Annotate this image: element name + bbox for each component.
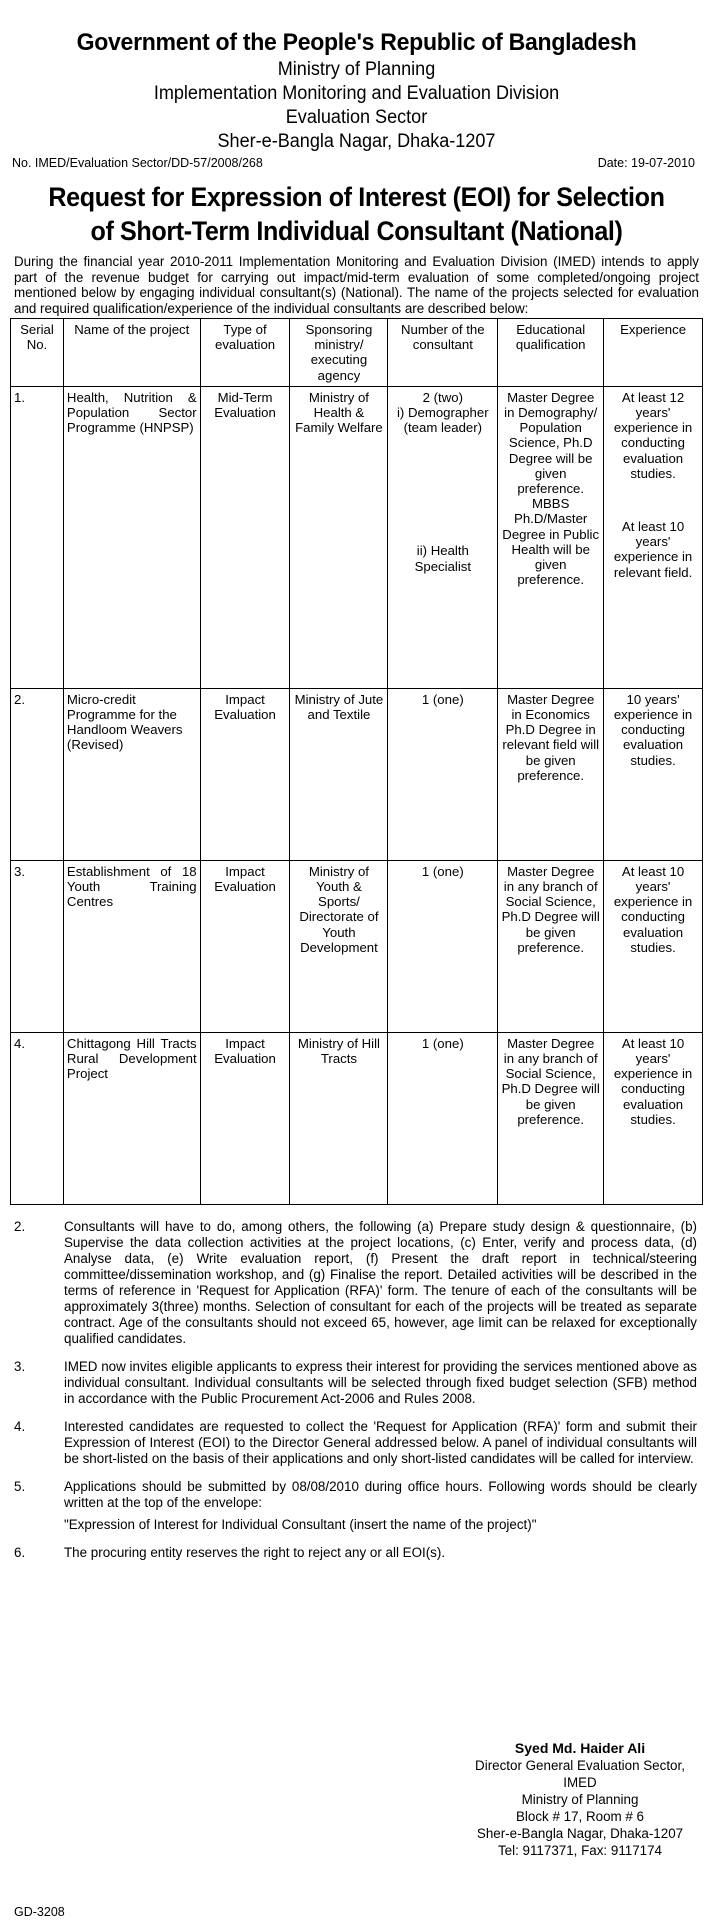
table-row	[11, 1032, 703, 1204]
header-type: Type of evaluation	[200, 319, 290, 387]
row-type: Impact Evaluation	[200, 1032, 290, 1204]
paragraph-text: Interested candidates are requested to collect the 'Request for Application (RFA)' form and submit their Expression of Interest (EOI) to the Director General addressed below. A panel of individual consultants will be short-listed on the basis of their applications and only short-listed candidates will be called for interview.	[64, 1418, 697, 1466]
row-sponsor: Ministry of Youth & Sports/ Directorate of Youth Development	[290, 860, 388, 1032]
gd-code: GD-3208	[14, 1905, 65, 1919]
reference-line	[10, 155, 703, 172]
row-number: 1 (one)	[388, 860, 498, 1032]
row-education	[498, 386, 604, 688]
consultant-count: 2 (two)	[422, 389, 463, 405]
signatory-address: Sher-e-Bangla Nagar, Dhaka-1207	[476, 1826, 684, 1841]
row-sponsor: Ministry of Jute and Textile	[290, 688, 388, 860]
ministry-name: Ministry of Planning	[277, 59, 436, 80]
row-sponsor: Ministry of Health & Family Welfare	[290, 386, 388, 688]
row-type: Impact Evaluation	[200, 860, 290, 1032]
numbered-paragraphs	[10, 1219, 703, 1561]
division-name: Implementation Monitoring and Evaluation Division	[153, 83, 560, 104]
header-project: Name of the project	[63, 319, 200, 387]
reference-number: No. IMED/Evaluation Sector/DD-57/2008/268	[12, 156, 263, 170]
header-experience: Experience	[604, 319, 703, 387]
row-education: Master Degree in any branch of Social Science, Ph.D Degree will be given preference.	[498, 860, 604, 1032]
paragraph-number: 5.	[14, 1478, 26, 1494]
consultant-role-a: i) Demographer (team leader)	[397, 405, 489, 436]
row-project: Micro-credit Programme for the Handloom Weavers (Revised)	[63, 688, 200, 860]
row-serial: 1.	[11, 386, 64, 688]
row-education: Master Degree in any branch of Social Science, Ph.D Degree will be given preference.	[498, 1032, 604, 1204]
row-type: Impact Evaluation	[200, 688, 290, 860]
signatory-designation: Director General Evaluation Sector, IMED	[475, 1758, 685, 1790]
paragraph-number: 2.	[14, 1218, 26, 1234]
letterhead	[10, 28, 703, 154]
signatory-ministry: Ministry of Planning	[521, 1792, 639, 1807]
paragraph-number: 3.	[14, 1358, 26, 1374]
notice-date: Date: 19-07-2010	[597, 156, 695, 170]
row-experience: At least 10 years' experience in conducting evaluation studies.	[604, 1032, 703, 1204]
paragraph-text: The procuring entity reserves the right to reject any or all EOI(s).	[64, 1544, 446, 1560]
table-header-row	[11, 319, 703, 387]
intro-paragraph: During the financial year 2010-2011 Implementation Monitoring and Evaluation Division (IMED) intends to apply part of the revenue budget for carrying out impact/mid-term evaluation of some completed/ongoing project mentioned below by engaging individual consultant(s) (National). The name of the projects selected for evaluation and required qualification/experience of the individual consultants are described below:	[14, 254, 699, 316]
notice-title	[34, 180, 678, 248]
signatory-contact: Tel: 9117371, Fax: 9117174	[497, 1843, 663, 1858]
title-line-1: Request for Expression of Interest (EOI) for Selection	[48, 182, 665, 212]
paragraph-number: 4.	[14, 1418, 26, 1434]
row-experience: At least 10 years' experience in conducting evaluation studies.	[604, 860, 703, 1032]
signature-block	[465, 1740, 695, 1859]
paragraph-text: Consultants will have to do, among others, the following (a) Prepare study design & questionnaire, (b) Supervise the data collection activities at the project locations, (c) Enter, verify and process data, (d) Analyse data, (e) Write evaluation report, (f) Present the draft report in technical/steering committee/dissemination workshop, and (g) Finalise the report. Detailed activities will be described in the terms of reference in 'Request for Application (RFA)' form. The tenure of each of the consultants will be approximately 3(three) months. Selection of consultant for each of the projects will be treated as separate contract. Age of the consultants should not exceed 65, however, age limit can be relaxed for exceptionally qualified candidates.	[64, 1218, 697, 1346]
education-b: MBBS Ph.D/Master Degree in Public Health will be given preference.	[502, 496, 600, 588]
government-name: Government of the People's Republic of Bangladesh	[76, 29, 637, 56]
education-a: Master Degree in Demography/ Population Science, Ph.D Degree will be given preference.	[504, 389, 598, 497]
consultant-role-b: ii) Health Specialist	[414, 543, 472, 574]
projects-table	[10, 318, 703, 1205]
row-serial: 4.	[11, 1032, 64, 1204]
row-serial: 3.	[11, 860, 64, 1032]
paragraph-text: Applications should be submitted by 08/08/2010 during office hours. Following words should be clearly written at the top of the envelope:	[64, 1478, 697, 1510]
paragraph-2	[10, 1219, 703, 1347]
row-type: Mid-Term Evaluation	[200, 386, 290, 688]
signatory-name: Syed Md. Haider Ali	[514, 1740, 646, 1756]
title-line-2: of Short-Term Individual Consultant (National)	[90, 216, 623, 246]
row-number: 1 (one)	[388, 1032, 498, 1204]
experience-a: At least 12 years' experience in conducting evaluation studies.	[613, 389, 693, 481]
office-address: Sher-e-Bangla Nagar, Dhaka-1207	[217, 131, 496, 152]
signatory-block: Block # 17, Room # 6	[515, 1809, 645, 1824]
paragraph-5	[10, 1479, 703, 1511]
table-row	[11, 688, 703, 860]
header-sponsor: Sponsoring ministry/ executing agency	[290, 319, 388, 387]
row-education: Master Degree in Economics Ph.D Degree in relevant field will be given preference.	[498, 688, 604, 860]
row-serial: 2.	[11, 688, 64, 860]
row-project: Health, Nutrition & Population Sector Programme (HNPSP)	[63, 386, 200, 688]
header-education: Educational qualification	[498, 319, 604, 387]
table-row	[11, 386, 703, 688]
header-serial: Serial No.	[11, 319, 64, 387]
paragraph-4	[10, 1419, 703, 1467]
paragraph-text: IMED now invites eligible applicants to express their interest for providing the services mentioned above as individual consultant. Individual consultants will be selected through fixed budget selection (SFB) method in accordance with the Public Procurement Act-2006 and Rules 2008.	[64, 1358, 697, 1406]
row-sponsor: Ministry of Hill Tracts	[290, 1032, 388, 1204]
row-number: 1 (one)	[388, 688, 498, 860]
envelope-quote: "Expression of Interest for Individual Consultant (insert the name of the project)"	[64, 1516, 537, 1532]
row-experience: 10 years' experience in conducting evaluation studies.	[604, 688, 703, 860]
row-project: Chittagong Hill Tracts Rural Development Project	[63, 1032, 200, 1204]
row-number	[388, 386, 498, 688]
header-number: Number of the consultant	[388, 319, 498, 387]
experience-b: At least 10 years' experience in relevant field.	[613, 519, 693, 580]
row-experience	[604, 386, 703, 688]
table-row	[11, 860, 703, 1032]
row-project: Establishment of 18 Youth Training Centres	[63, 860, 200, 1032]
paragraph-number: 6.	[14, 1544, 26, 1560]
sector-name: Evaluation Sector	[285, 107, 428, 128]
paragraph-6	[10, 1545, 703, 1561]
paragraph-3	[10, 1359, 703, 1407]
